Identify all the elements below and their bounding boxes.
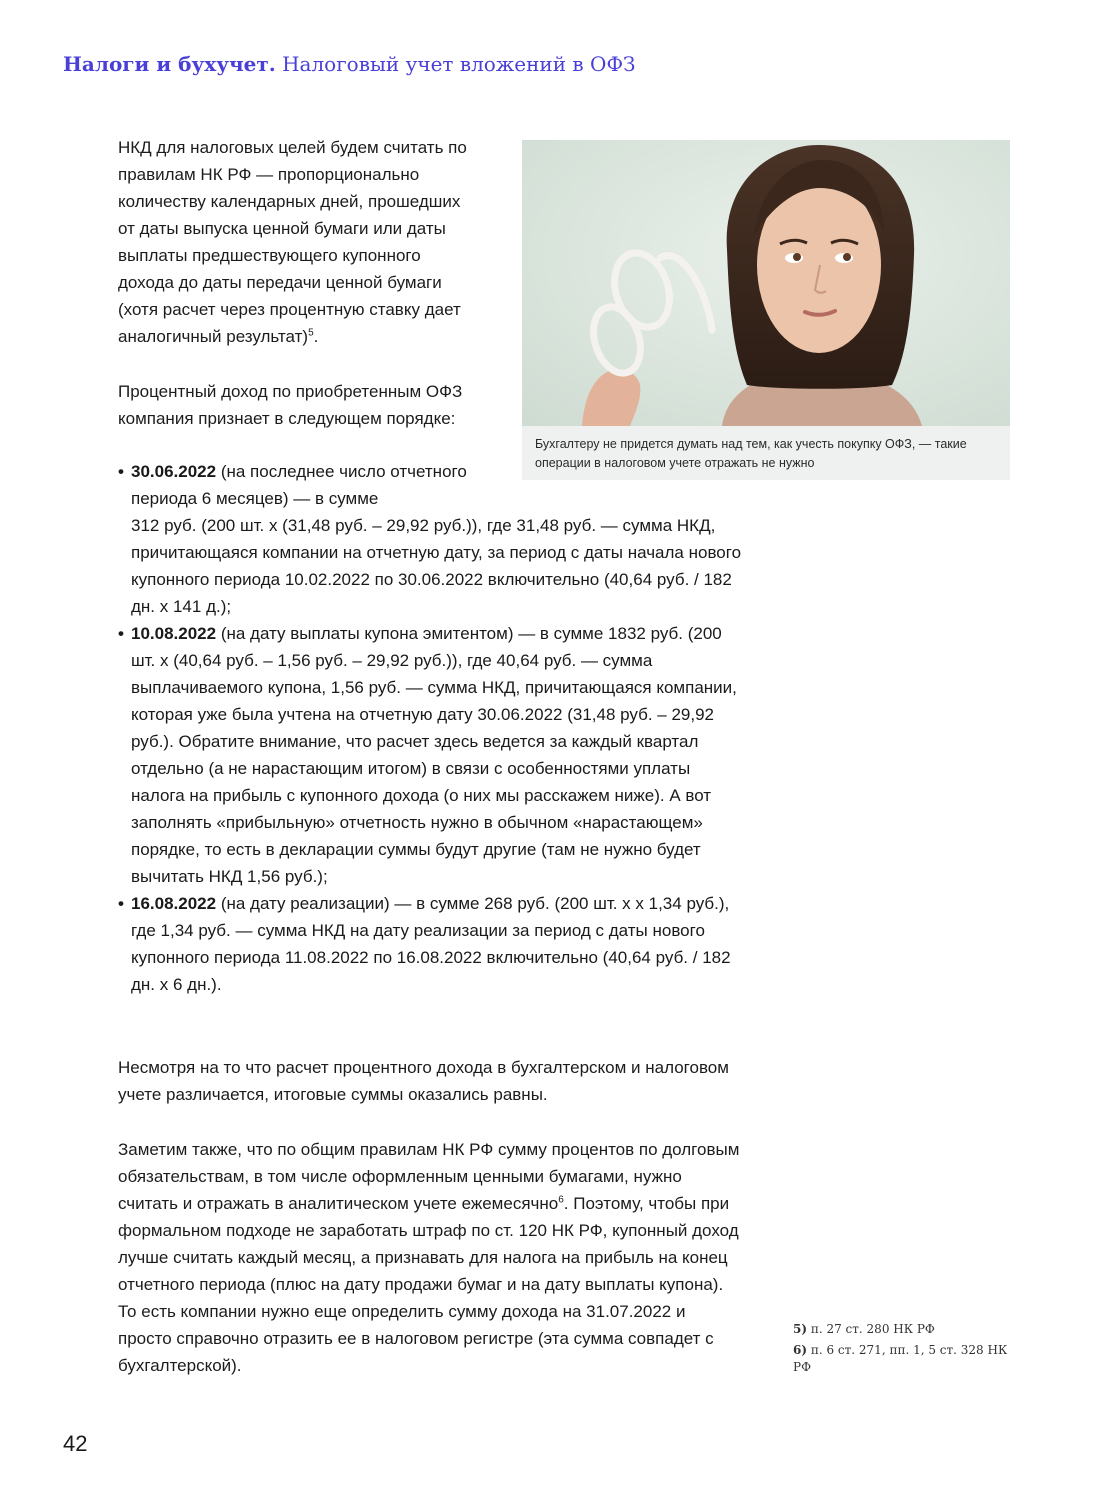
paragraph-interest-income: Процентный доход по приобретенным ОФЗ компания признает в следующем порядке: xyxy=(118,382,463,428)
paragraph-monthly xyxy=(118,1136,743,1379)
paragraph-monthly-text-end: . Поэтому, чтобы при формальном подходе не заработать штраф по ст. 120 НК РФ, купонный доход лучше считать каждый месяц, а признавать для налога на прибыль на конец отчетного периода (плюс на дату продажи бумаг и на дату выплаты купона). То есть компании нужно еще определить сумму дохода на 31.07.2022 и просто справочно отразить ее в налоговом регистре (эта сумма совпадет с бухгалтерской). xyxy=(118,1194,739,1375)
footnote-5-text: п. 27 ст. 280 НК РФ xyxy=(807,1322,935,1336)
list-item xyxy=(118,458,742,620)
header-section: Налоги и бухучет. xyxy=(63,52,276,76)
list-item xyxy=(118,620,748,890)
bullet-text: (на дату выплаты купона эмитентом) — в сумме 1832 руб. (200 шт. х (40,64 руб. – 1,56 руб. – 29,92 руб.)), где 40,64 руб. — сумма выплачиваемого купона, 1,56 руб. — сумма НКД, причитающаяся компании, которая уже была учтена на отчетную дату 30.06.2022 (31,48 руб. – 29,92 руб.). Обратите внимание, что расчет здесь ведется за каждый квартал отдельно (а не нарастающим итогом) в связи с особенностями уплаты налога на прибыль с купонного дохода (о них мы расскажем ниже). А вот заполнять «прибыльную» отчетность нужно в обычном «нарастающем» порядке, то есть в декларации суммы будут другие (там не нужно будет вычитать НКД 1,56 руб.); xyxy=(131,624,737,886)
photo-illustration xyxy=(522,140,1010,426)
bullet-text: (на последнее число отчетного периода 6 месяцев) — в сумме xyxy=(131,462,467,508)
paragraph-monthly-text: Заметим также, что по общим правилам НК РФ сумму процентов по долговым обязательствам, в том числе оформленным ценными бумагами, нужно считать и отражать в аналитическом учете ежемесячно xyxy=(118,1140,740,1213)
footnote-5-num: 5) xyxy=(793,1322,808,1336)
footnote-6 xyxy=(793,1342,1008,1376)
footnote-ref-6[interactable]: 6 xyxy=(558,1194,564,1206)
paragraph-nkd xyxy=(118,134,478,350)
footnote-6-text: п. 6 ст. 271, пп. 1, 5 ст. 328 НК РФ xyxy=(793,1343,1008,1374)
running-header xyxy=(63,52,636,76)
photo-caption: Бухгалтеру не придется думать над тем, как учесть покупку ОФЗ, — такие операции в налоговом учете отражать не нужно xyxy=(522,426,1010,480)
paragraph-summary: Несмотря на то что расчет процентного дохода в бухгалтерском и налоговом учете различается, итоговые суммы оказались равны. xyxy=(118,1058,729,1104)
bullet-date: 30.06.2022 xyxy=(131,462,217,481)
header-title: Налоговый учет вложений в ОФЗ xyxy=(282,52,636,76)
paragraph-nkd-end: . xyxy=(313,327,319,346)
page-number: 42 xyxy=(63,1431,88,1456)
photo-woman-with-glasses xyxy=(522,140,1010,426)
bullet-text: (на дату реализации) — в сумме 268 руб. (200 шт. х х 1,34 руб.), где 1,34 руб. — сумма НКД на дату реализации за период с даты нового купонного периода 11.08.2022 по 16.08.2022 включительно (40,64 руб. / 182 дн. х 6 дн.). xyxy=(131,894,731,994)
list-item xyxy=(118,890,748,998)
bullet-date: 16.08.2022 xyxy=(131,894,217,913)
paragraph-nkd-text: НКД для налоговых целей будем считать по правилам НК РФ — пропорционально количеству календарных дней, прошедших от даты выпуска ценной бумаги или даты выплаты предшествующего купонного дохода до даты передачи ценной бумаги (хотя расчет через процентную ставку дает аналогичный результат) xyxy=(118,138,467,346)
footnote-6-num: 6) xyxy=(793,1343,808,1357)
footnote-ref-5[interactable]: 5 xyxy=(308,327,314,339)
bullet-date: 10.08.2022 xyxy=(131,624,217,643)
income-dates-list xyxy=(118,458,748,998)
bullet-text-continued: 312 руб. (200 шт. х (31,48 руб. – 29,92 руб.)), где 31,48 руб. — сумма НКД, причитающаяся компании на отчетную дату, за период с даты начала нового купонного периода 10.02.2022 по 30.06.2022 включительно (40,64 руб. / 182 дн. х 141 д.); xyxy=(131,516,742,616)
footnote-5 xyxy=(793,1321,1008,1338)
